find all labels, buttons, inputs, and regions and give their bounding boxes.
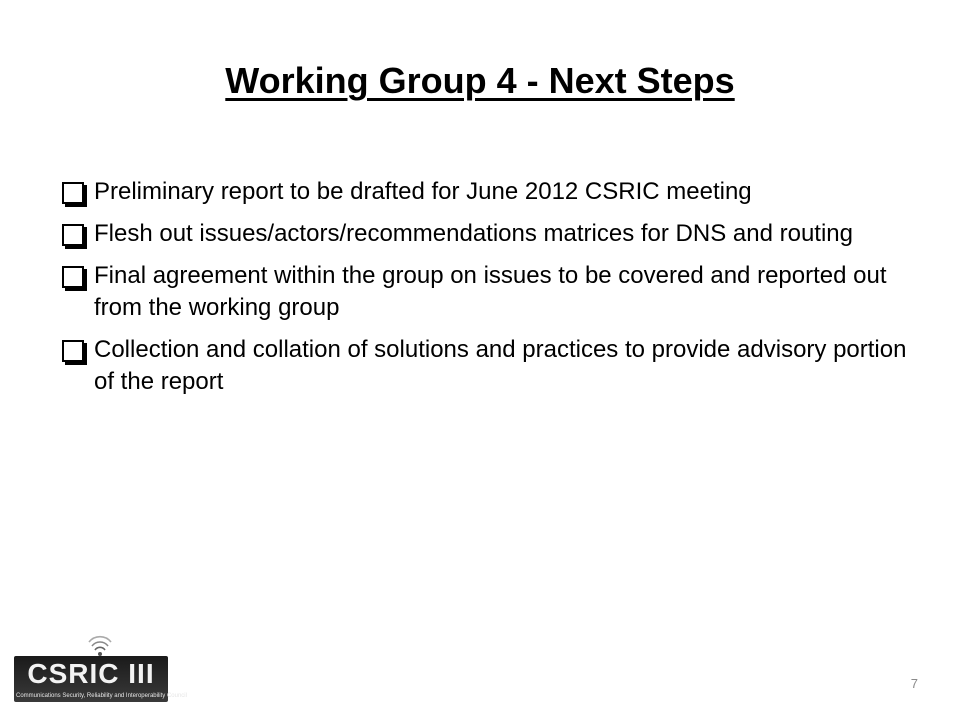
logo-subtitle: Communications Security, Reliability and Interoperability Council	[16, 693, 187, 699]
list-item	[62, 218, 912, 250]
page-number: 7	[910, 676, 918, 691]
bullet-list	[62, 176, 912, 408]
csric-logo	[14, 636, 187, 702]
checkbox-icon	[62, 182, 84, 204]
signal-icon	[88, 636, 112, 658]
checkbox-icon	[62, 340, 84, 362]
list-item	[62, 334, 912, 398]
slide-title: Working Group 4 - Next Steps	[225, 60, 735, 101]
list-item	[62, 176, 912, 208]
bullet-text: Final agreement within the group on issues to be covered and reported out from the working group	[94, 262, 887, 321]
bullet-text: Preliminary report to be drafted for June 2012 CSRIC meeting	[94, 178, 752, 205]
bullet-text: Collection and collation of solutions and practices to provide advisory portion of the report	[94, 336, 907, 395]
checkbox-icon	[62, 266, 84, 288]
bullet-text: Flesh out issues/actors/recommendations matrices for DNS and routing	[94, 220, 853, 247]
logo-text: CSRIC III	[27, 658, 155, 689]
list-item	[62, 260, 912, 324]
checkbox-icon	[62, 224, 84, 246]
